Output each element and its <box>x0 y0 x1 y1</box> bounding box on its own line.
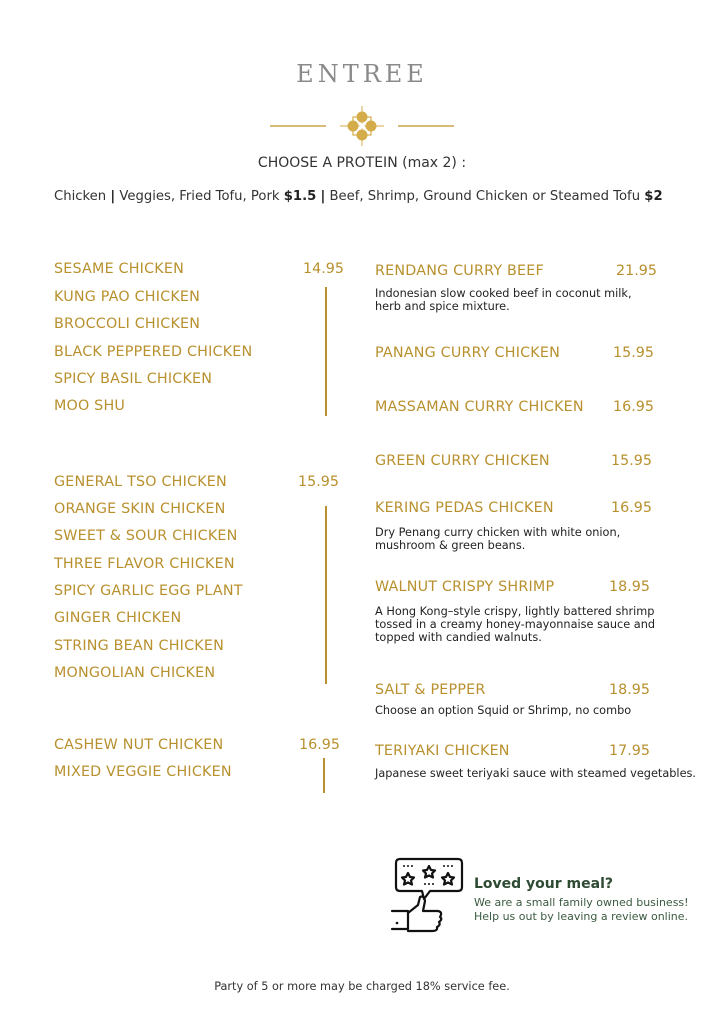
group-bracket-line <box>325 287 327 416</box>
menu-item-description <box>375 767 696 780</box>
menu-item: STRING BEAN CHICKEN <box>54 638 224 654</box>
menu-item-price: 15.95 <box>613 345 654 361</box>
menu-item-name: RENDANG CURRY BEEF <box>375 263 544 279</box>
description-line: tossed in a creamy honey-mayonnaise sauce and <box>375 618 656 631</box>
review-text <box>474 896 689 923</box>
menu-item-price: 15.95 <box>611 453 652 469</box>
menu-item-name: TERIYAKI CHICKEN <box>375 743 510 759</box>
menu-item: SWEET & SOUR CHICKEN <box>54 528 238 544</box>
menu-item-price: 18.95 <box>609 579 650 595</box>
menu-item: SPICY BASIL CHICKEN <box>54 371 213 387</box>
menu-item-price: 18.95 <box>609 682 650 698</box>
menu-item-description <box>375 605 655 644</box>
review-line: We are a small family owned business! <box>474 896 689 909</box>
protein-tier1-price: $1.5 <box>283 189 317 204</box>
page-title: ENTREE <box>296 60 428 88</box>
menu-item-name: SALT & PEPPER <box>375 682 486 698</box>
description-line: mushroom & green beans. <box>375 539 526 552</box>
group-bracket-line <box>325 506 327 684</box>
description-line: Japanese sweet teriyaki sauce with steamed vegetables. <box>375 767 697 780</box>
menu-item-price: 16.95 <box>613 399 654 415</box>
description-line: Dry Penang curry chicken with white onion, <box>375 526 621 539</box>
menu-item-description <box>375 704 631 717</box>
review-thumbs-up-stars-icon <box>390 857 465 935</box>
menu-item-name: KERING PEDAS CHICKEN <box>375 500 554 516</box>
review-line: Help us out by leaving a review online. <box>474 909 689 923</box>
separator: | <box>110 189 116 204</box>
menu-item: GENERAL TSO CHICKEN <box>54 474 227 490</box>
menu-item-name: WALNUT CRISPY SHRIMP <box>375 579 555 595</box>
separator: | <box>320 189 326 204</box>
menu-item: SPICY GARLIC EGG PLANT <box>54 583 243 599</box>
menu-item: THREE FLAVOR CHICKEN <box>54 556 235 572</box>
menu-item-name: MASSAMAN CURRY CHICKEN <box>375 399 584 415</box>
menu-item: MOO SHU <box>54 398 126 414</box>
menu-item: SESAME CHICKEN <box>54 261 184 277</box>
service-fee-note: Party of 5 or more may be charged 18% service fee. <box>214 980 510 993</box>
menu-item-price: 21.95 <box>616 263 657 279</box>
menu-item: MIXED VEGGIE CHICKEN <box>54 764 232 780</box>
menu-item: MONGOLIAN CHICKEN <box>54 665 216 681</box>
group-price: 16.95 <box>299 737 340 753</box>
description-line: Indonesian slow cooked beef in coconut milk, <box>375 287 632 300</box>
protein-tier1-items: Veggies, Fried Tofu, Pork <box>119 189 280 204</box>
group-price: 15.95 <box>298 474 339 490</box>
menu-item-name: GREEN CURRY CHICKEN <box>375 453 550 469</box>
menu-item-name: PANANG CURRY CHICKEN <box>375 345 560 361</box>
menu-item: BROCCOLI CHICKEN <box>54 316 201 332</box>
menu-item: BLACK PEPPERED CHICKEN <box>54 344 253 360</box>
menu-item: ORANGE SKIN CHICKEN <box>54 501 226 517</box>
description-line: Choose an option Squid or Shrimp, no combo <box>375 704 632 717</box>
description-line: A Hong Kong–style crispy, lightly battered shrimp <box>375 605 655 618</box>
menu-item-price: 17.95 <box>609 743 650 759</box>
protein-base: Chicken <box>54 189 107 204</box>
group-bracket-line <box>323 758 325 793</box>
protein-tier2-items: Beef, Shrimp, Ground Chicken or Steamed Tofu <box>329 189 641 204</box>
protein-options <box>54 189 694 204</box>
protein-tier2-price: $2 <box>644 189 663 204</box>
menu-item-description <box>375 287 632 313</box>
review-title: Loved your meal? <box>474 876 613 892</box>
description-line: herb and spice mixture. <box>375 300 510 313</box>
menu-item: CASHEW NUT CHICKEN <box>54 737 224 753</box>
ornament-divider-icon <box>270 104 454 148</box>
choose-protein-label: CHOOSE A PROTEIN (max 2) : <box>257 155 467 171</box>
menu-item: GINGER CHICKEN <box>54 610 182 626</box>
group-price: 14.95 <box>303 261 344 277</box>
menu-item-price: 16.95 <box>611 500 652 516</box>
menu-item: KUNG PAO CHICKEN <box>54 289 201 305</box>
menu-item-description <box>375 526 620 552</box>
description-line: topped with candied walnuts. <box>375 631 542 644</box>
